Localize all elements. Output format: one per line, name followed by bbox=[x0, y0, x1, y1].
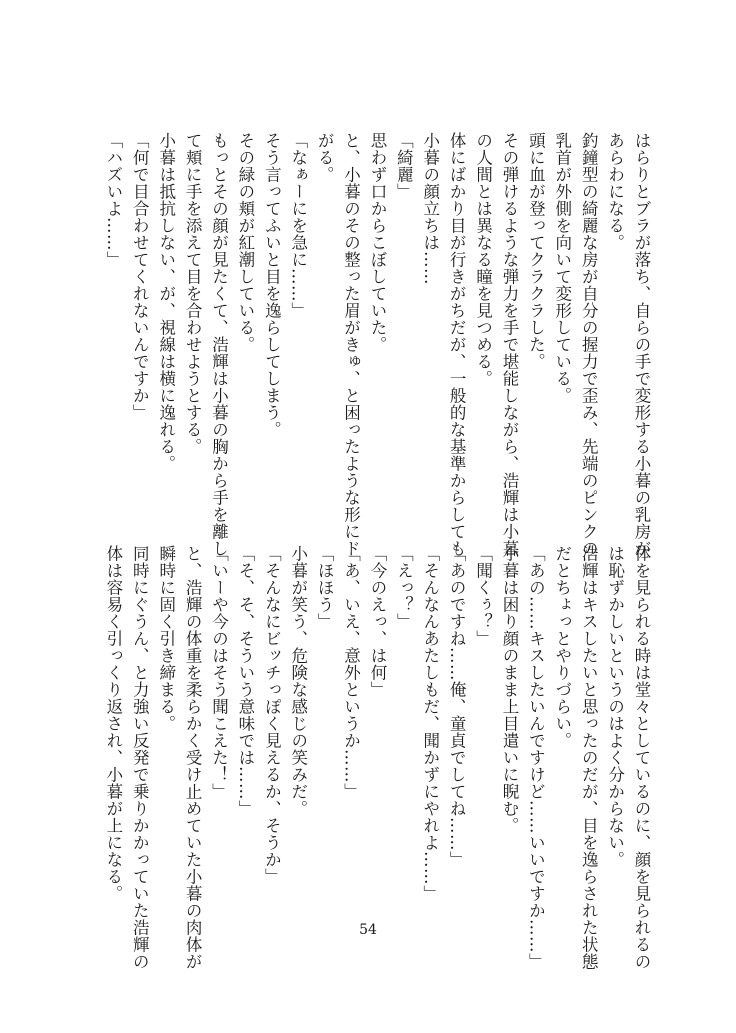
text-line: 「いーや今のはそう聞こえた！」 bbox=[209, 545, 229, 800]
text-line: 「えっ？」 bbox=[394, 545, 414, 630]
text-line: 「ほほう」 bbox=[315, 545, 335, 630]
text-line: と、浩輝の体重を柔らかく受け止めていた小暮の肉体が bbox=[183, 545, 203, 970]
text-line: 小暮は困り顔のまま上目遣いに睨む。 bbox=[499, 545, 519, 834]
text-line: 浩輝はキスしたいと思ったのだが、目を逸らされた状態 bbox=[579, 545, 599, 970]
text-line: 「あ、いえ、意外というか……」 bbox=[341, 545, 361, 800]
text-line: はらりとブラが落ち、自らの手で変形する小暮の乳房が bbox=[632, 132, 651, 557]
text-line: もっとその顔が見たくて、浩輝は小暮の胸から手を離し bbox=[209, 132, 229, 557]
text-line: 小暮は抵抗しない、が、視線は横に逸れる。 bbox=[156, 132, 176, 472]
text-line: 「そんなんあたしもだ、聞かずにやれよ……」 bbox=[420, 545, 440, 902]
text-line: その弾けるような弾力を手で堪能しながら、浩輝は小暮 bbox=[499, 132, 519, 557]
text-line: がる。 bbox=[315, 132, 335, 183]
text-line: 乳首が外側を向いて変形している。 bbox=[552, 132, 572, 404]
text-line: 体にばかり目が行きがちだが、一般的な基準からしても bbox=[447, 132, 467, 557]
text-line: 「今のえっ、は何」 bbox=[367, 545, 387, 698]
text-line: そう言ってふいと目を逸らしてしまう。 bbox=[262, 132, 282, 438]
text-line: と、小暮のその整った眉がきゅ、と困ったような形にド bbox=[341, 132, 361, 557]
upper-text-block bbox=[99, 132, 654, 557]
text-line: だとちょっとやりづらい。 bbox=[552, 545, 572, 749]
text-line: 瞬時に固く引き締まる。 bbox=[156, 545, 176, 732]
text-line: 「あの……キスしたいんですけど……いいですか……」 bbox=[526, 545, 546, 970]
text-line: 「あのですね……俺、童貞でしてね……」 bbox=[447, 545, 467, 868]
text-line: 「綺麗」 bbox=[394, 132, 414, 200]
text-line: あらわになる。 bbox=[605, 132, 625, 251]
text-line: の人間とは異なる瞳を見つめる。 bbox=[473, 132, 493, 387]
text-line: は恥ずかしいというのはよく分からない。 bbox=[605, 545, 625, 868]
text-line: その緑の頬が紅潮している。 bbox=[235, 132, 255, 353]
text-line: 「そんなにビッチっぽく見えるか、そうか」 bbox=[262, 545, 282, 885]
text-line: 「聞くぅ？」 bbox=[473, 545, 493, 647]
text-line: 小暮の顔立ちは…… bbox=[420, 132, 440, 285]
text-line: 体を見られる時は堂々としているのに、顔を見られるの bbox=[632, 545, 651, 970]
text-line: 釣鐘型の綺麗な房が自分の握力で歪み、先端のピンクの bbox=[579, 132, 599, 557]
text-line: 体は容易く引っくり返され、小暮が上になる。 bbox=[103, 545, 123, 902]
text-line: 「何で目合わせてくれないんですか」 bbox=[130, 132, 150, 421]
text-line: 小暮が笑う、危険な感じの笑みだ。 bbox=[288, 545, 308, 817]
text-line: 「そ、そ、そういう意味では……」 bbox=[235, 545, 255, 817]
text-line: 「なぁーにを急に……」 bbox=[288, 132, 308, 319]
text-line: て頬に手を添えて目を合わせようとする。 bbox=[183, 132, 203, 455]
page-number: 54 bbox=[359, 922, 377, 938]
text-line: 頭に血が登ってクラクラした。 bbox=[526, 132, 546, 370]
text-line: 思わず口からこぼしていた。 bbox=[367, 132, 387, 353]
text-line: 同時にぐうん、と力強い反発で乗りかかっていた浩輝の bbox=[130, 545, 150, 970]
text-line: 「ハズいよ……」 bbox=[103, 132, 123, 268]
